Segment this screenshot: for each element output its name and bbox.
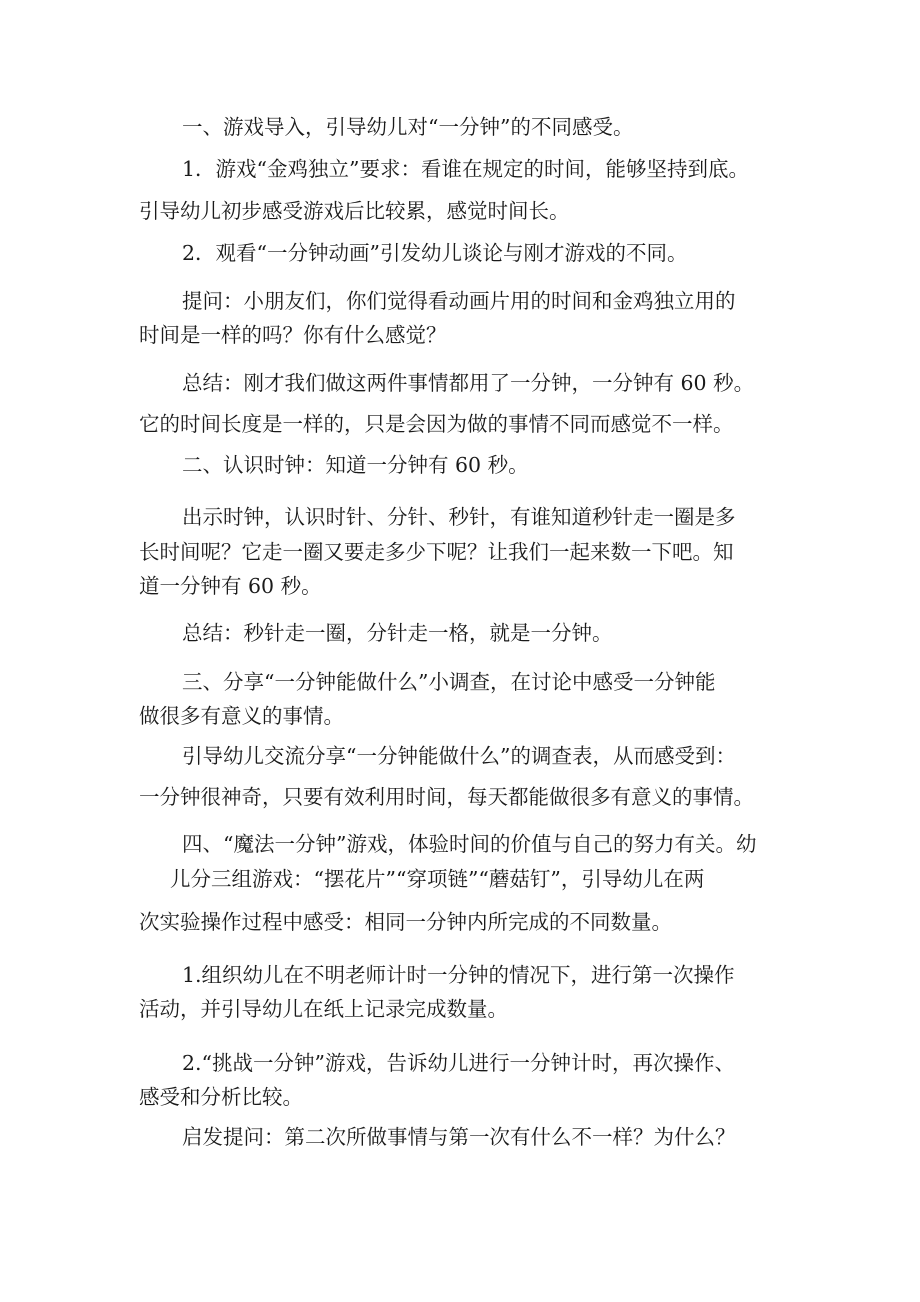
- section-heading-4: 四、“魔法一分钟”游戏，体验时间的价值与自己的努力有关。幼: [182, 832, 757, 856]
- paragraph-line: 2．观看“一分钟动画”引发幼儿谈论与刚才游戏的不同。: [182, 241, 688, 265]
- paragraph-line: 提问：小朋友们，你们觉得看动画片用的时间和金鸡独立用的: [182, 289, 736, 313]
- section-heading-3: 三、分享“一分钟能做什么”小调查，在讨论中感受一分钟能: [182, 670, 716, 694]
- paragraph-line: 启发提问：第二次所做事情与第一次有什么不一样？为什么？: [182, 1125, 736, 1149]
- paragraph-line: 2.“挑战一分钟”游戏，告诉幼儿进行一分钟计时，再次操作、: [182, 1051, 736, 1075]
- section-heading-1: 一、游戏导入，引导幼儿对“一分钟”的不同感受。: [182, 115, 634, 139]
- section-heading-2: 二、认识时钟：知道一分钟有 60 秒。: [182, 453, 529, 477]
- paragraph-line: 它的时间长度是一样的，只是会因为做的事情不同而感觉不一样。: [139, 412, 734, 436]
- paragraph-line: 一分钟很神奇，只要有效利用时间，每天都能做很多有意义的事情。: [139, 785, 754, 809]
- paragraph-line: 出示时钟，认识时针、分针、秒针，有谁知道秒针走一圈是多: [182, 505, 736, 529]
- paragraph-line: 引导幼儿初步感受游戏后比较累，感觉时间长。: [139, 199, 570, 223]
- paragraph-line: 1．游戏“金鸡独立”要求：看谁在规定的时间，能够坚持到底。: [182, 157, 750, 181]
- paragraph-line: 1.组织幼儿在不明老师计时一分钟的情况下，进行第一次操作: [182, 963, 735, 987]
- paragraph-line: 长时间呢？它走一圈又要走多少下呢？让我们一起来数一下吧。知: [139, 540, 734, 564]
- paragraph-line: 时间是一样的吗？你有什么感觉？: [139, 323, 447, 347]
- paragraph-line: 道一分钟有 60 秒。: [139, 574, 322, 598]
- paragraph-line: 次实验操作过程中感受：相同一分钟内所完成的不同数量。: [139, 910, 672, 934]
- paragraph-line: 儿分三组游戏：“摆花片”“穿项链”“蘑菇钉”，引导幼儿在两: [170, 867, 705, 891]
- paragraph-line: 感受和分析比较。: [139, 1085, 303, 1109]
- paragraph-line: 活动，并引导幼儿在纸上记录完成数量。: [139, 997, 508, 1021]
- paragraph-line: 总结：刚才我们做这两件事情都用了一分钟，一分钟有 60 秒。: [182, 371, 755, 395]
- paragraph-line: 总结：秒针走一圈，分针走一格，就是一分钟。: [182, 621, 613, 645]
- paragraph-line: 引导幼儿交流分享“一分钟能做什么”的调查表，从而感受到：: [182, 744, 736, 768]
- paragraph-line: 做很多有意义的事情。: [139, 704, 344, 728]
